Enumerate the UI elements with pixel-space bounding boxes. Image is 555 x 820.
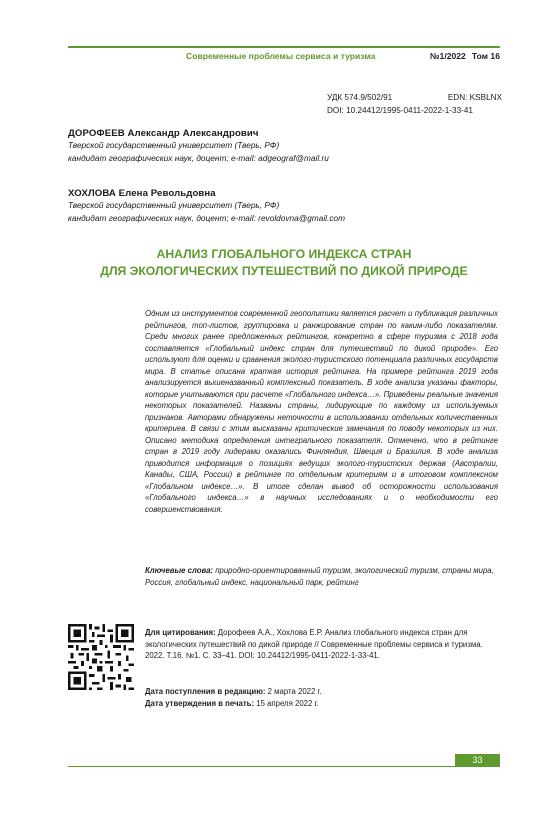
author-details: кандидат географических наук, доцент; e-mail: adgeograf@mail.ru xyxy=(68,152,329,163)
author-name: ХОХЛОВА Елена Револьдовна xyxy=(68,188,216,199)
issue-number: №1/2022 xyxy=(429,51,466,61)
author-affiliation: Тверской государственный университет (Тверь, РФ) xyxy=(68,200,280,210)
author-1 xyxy=(68,128,498,164)
received-value: 2 марта 2022 г. xyxy=(267,687,322,696)
received-date xyxy=(145,686,498,698)
author-name: ДОРОФЕЕВ Александр Александрович xyxy=(68,128,259,139)
author-affiliation: Тверской государственный университет (Тверь, РФ) xyxy=(68,140,280,150)
header-rule xyxy=(68,46,500,48)
article-meta xyxy=(327,91,502,117)
author-details: кандидат географических наук, доцент; e-mail: revoldovna@gmail.com xyxy=(68,212,346,223)
edn-code: EDN: KSBLNX xyxy=(447,93,502,102)
keywords-label: Ключевые слова: xyxy=(145,566,214,575)
keywords-text: природно-ориентированный туризм, экологический туризм, страны мира, Россия, глобальный индекс, национальный парк, рейтинг xyxy=(145,566,494,587)
title-line-2: ДЛЯ ЭКОЛОГИЧЕСКИХ ПУТЕШЕСТВИЙ ПО ДИКОЙ ПРИРОДЕ xyxy=(100,264,468,278)
citation xyxy=(145,627,498,662)
citation-text: Дорофеев А.А., Хохлова Е.Р. Анализ глобального индекса стран для экологических путешествий по дикой природе // Современные проблемы сервиса и туризма. 2022. Т.16. №1. С. 33–41. DOI: 10.24412/1995-0411-2022-1-33-41. xyxy=(145,628,483,661)
article-dates xyxy=(145,686,498,709)
doi[interactable]: DOI: 10.24412/1995-0411-2022-1-33-41 xyxy=(327,106,473,115)
received-label: Дата поступления в редакцию: xyxy=(145,687,266,696)
approved-value: 15 апреля 2022 г. xyxy=(256,698,319,708)
journal-title: Современные проблемы сервиса и туризма xyxy=(186,51,376,61)
author-2 xyxy=(68,188,498,224)
citation-label: Для цитирования: xyxy=(145,628,216,637)
approved-date xyxy=(145,698,498,710)
article-title xyxy=(68,246,500,280)
qr-code-icon xyxy=(68,624,134,690)
title-line-1: АНАЛИЗ ГЛОБАЛЬНОГО ИНДЕКСА СТРАН xyxy=(156,247,412,261)
page-number: 33 xyxy=(455,754,500,767)
approved-label: Дата утверждения в печать: xyxy=(145,698,255,708)
running-header xyxy=(68,51,500,61)
volume-number: Том 16 xyxy=(471,51,500,61)
keywords xyxy=(145,565,498,588)
footer-rule xyxy=(68,766,500,767)
abstract: Одним из инструментов современной геополитики является расчет и публикация различных рейтингов, топ-листов, группировка и ранжирование стран по каким-либо показателям. Среди многих ранее предложенных рейтингов, конкретно в сфере туризма с 2018 года составляется «Глобальный индекс стран для путешествий по дикой природе». Его используют для оценки и сравнения эколого-туристского потенциала различных государств мира. В статье описана краткая история рейтинга. На примере рейтинга 2019 года анализируется вышеназванный комплексный показатель. В ходе анализа указаны факторы, которые учитываются при расчете «Глобального индекса…». Приведены реальные значения некоторых показателей. Названы страны, лидирующие по каждому из используемых признаков. Авторами обнаружены неточности в использовании отдельных количественных критериев. В связи с этим высказаны критические замечания по поводу некоторых из них. Описано методика определения интегрального показателя. Отмечено, что в рейтинге стран в 2019 году лидерами оказались Финляндия, Швеция и Бразилия. В ходе анализа приводится информация о позициях ведущих эколого-туристских держав (Австралии, Канады, США, России) в рейтинге по отдельным критериям и в итоговом комплексном «Глобальном индексе…». В итоге сделан вывод об осторожности использования «Глобального индекса…» в научных исследованиях и о необходимости его совершенствования. xyxy=(145,309,498,514)
udk-code: УДК 574.9/502/91 xyxy=(327,93,393,102)
